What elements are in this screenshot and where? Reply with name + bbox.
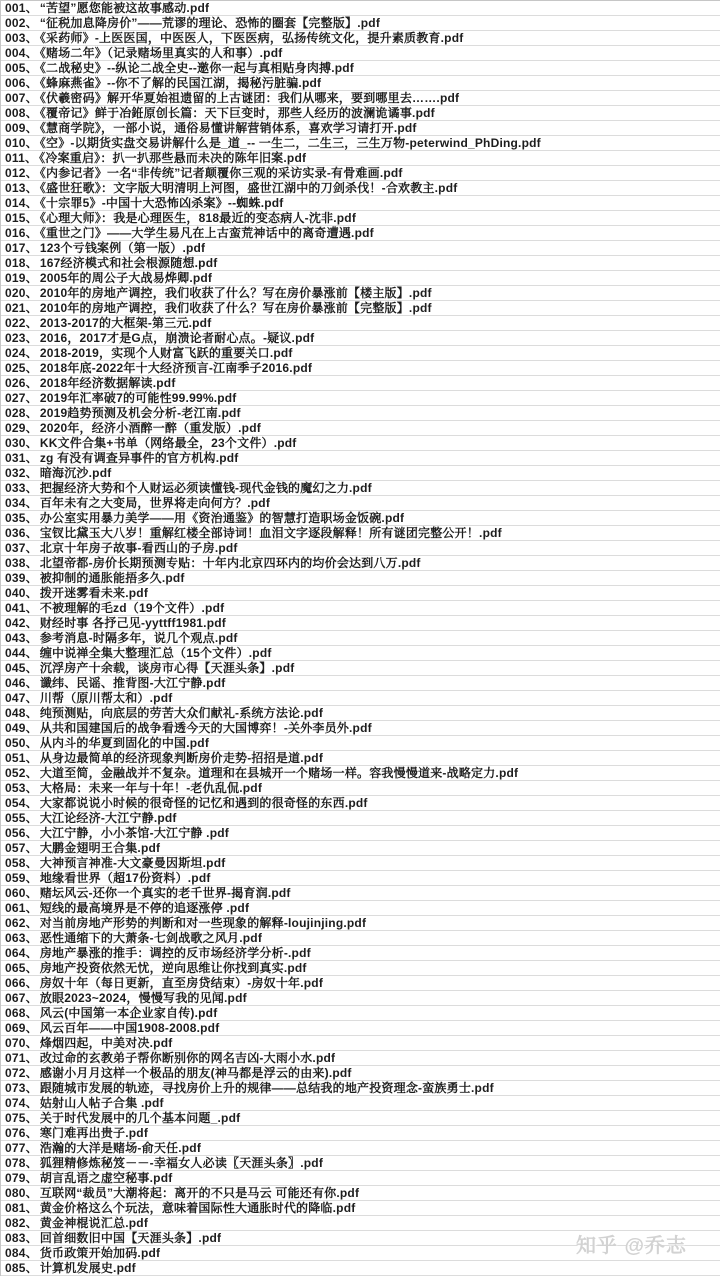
item-number: 041、 (5, 601, 38, 615)
item-number: 068、 (5, 1006, 38, 1020)
item-title: 不被理解的毛zd（19个文件）.pdf (39, 601, 225, 615)
list-item (1, 841, 720, 856)
list-item (1, 1006, 720, 1021)
item-number: 043、 (5, 631, 38, 645)
item-title: 感谢小月月这样一个极品的朋友(神马都是浮云的由来).pdf (39, 1066, 352, 1080)
item-title: 《二战秘史》--纵论二战全史--邀你一起与真相贴身肉搏.pdf (39, 61, 355, 75)
item-number: 050、 (5, 736, 38, 750)
item-title: 2010年的房地产调控，我们收获了什么？写在房价暴涨前【楼主版】.pdf (39, 286, 432, 300)
item-number: 079、 (5, 1171, 38, 1185)
item-title: 2018年经济数据解读.pdf (39, 376, 176, 390)
item-number: 048、 (5, 706, 38, 720)
list-item (1, 406, 720, 421)
item-number: 059、 (5, 871, 38, 885)
item-number: 017、 (5, 241, 38, 255)
item-title: “苦望”愿您能被这故事感动.pdf (39, 1, 210, 15)
item-title: 寒门难再出贵子.pdf (39, 1126, 149, 1140)
list-item (1, 1141, 720, 1156)
item-title: 从内斗的华夏到固化的中国.pdf (39, 736, 210, 750)
list-item (1, 286, 720, 301)
list-item (1, 541, 720, 556)
list-item (1, 256, 720, 271)
item-number: 032、 (5, 466, 38, 480)
item-number: 005、 (5, 61, 38, 75)
item-number: 053、 (5, 781, 38, 795)
item-title: 大道至简，金融战并不复杂。道理和在县城开一个赌场一样。容我慢慢道来-战略定力.pdf (39, 766, 519, 780)
list-item (1, 1126, 720, 1141)
list-item (1, 46, 720, 61)
item-title: 大家都说说小时候的很奇怪的记忆和遇到的很奇怪的东西.pdf (39, 796, 368, 810)
item-number: 011、 (5, 151, 38, 165)
item-title: 《冷案重启》：扒一扒那些悬而未决的陈年旧案.pdf (39, 151, 307, 165)
list-item (1, 826, 720, 841)
item-title: 2013-2017的大框架-第三元.pdf (39, 316, 212, 330)
item-title: 宝钗比黛玉大八岁！重解红楼全部诗词！血泪文字逐段解释！所有谜团完整公开！.pdf (39, 526, 502, 540)
list-item (1, 1111, 720, 1126)
item-title: 2018-2019，实现个人财富飞跃的重要关口.pdf (39, 346, 293, 360)
item-title: “征税加息降房价”——荒谬的理论、恐怖的圈套【完整版】.pdf (39, 16, 381, 30)
item-title: 恶性通缩下的大萧条-七剑战歌之风月.pdf (39, 931, 263, 945)
list-item (1, 76, 720, 91)
item-title: 《伏羲密码》解开华夏始祖遗留的上古谜团：我们从哪来，要到哪里去…….pdf (39, 91, 460, 105)
item-title: 回首细数旧中国【天涯头条】.pdf (39, 1231, 222, 1245)
item-number: 067、 (5, 991, 38, 1005)
item-number: 001、 (5, 1, 38, 15)
list-item (1, 526, 720, 541)
item-number: 027、 (5, 391, 38, 405)
item-title: 谶纬、民谣、推背图-大江宁静.pdf (39, 676, 226, 690)
list-item (1, 121, 720, 136)
list-item (1, 481, 720, 496)
item-title: 从身边最简单的经济现象判断房价走势-招招是道.pdf (39, 751, 324, 765)
list-item (1, 376, 720, 391)
item-title: 2016，2017才是G点，崩溃论者耐心点。-疑议.pdf (39, 331, 315, 345)
item-title: 计算机发展史.pdf (39, 1261, 136, 1275)
list-item (1, 961, 720, 976)
list-item (1, 1171, 720, 1186)
list-item (1, 91, 720, 106)
list-item (1, 421, 720, 436)
list-item (1, 1156, 720, 1171)
list-item (1, 571, 720, 586)
list-item (1, 856, 720, 871)
list-item (1, 361, 720, 376)
item-title: 《心理大师》：我是心理医生，818最近的变态病人-沈非.pdf (39, 211, 357, 225)
item-title: 被抑制的通胀能捂多久.pdf (39, 571, 185, 585)
item-number: 080、 (5, 1186, 38, 1200)
list-item (1, 931, 720, 946)
item-number: 039、 (5, 571, 38, 585)
item-number: 013、 (5, 181, 38, 195)
item-title: zg 有没有调查异事件的官方机构.pdf (39, 451, 239, 465)
item-title: 2020年，经济小酒醉一醉（重发版）.pdf (39, 421, 261, 435)
item-title: 互联网“裁员”大潮将起：离开的不只是马云 可能还有你.pdf (39, 1186, 360, 1200)
item-number: 038、 (5, 556, 38, 570)
item-number: 020、 (5, 286, 38, 300)
list-item (1, 1066, 720, 1081)
item-title: 狐狸精修炼秘笈－－-幸福女人必读〖天涯头条〗.pdf (39, 1156, 324, 1170)
item-title: 北京十年房子故事-看西山的子房.pdf (39, 541, 238, 555)
item-title: 从共和国建国后的战争看透今天的大国博弈！-关外李员外.pdf (39, 721, 372, 735)
list-item (1, 991, 720, 1006)
list-item (1, 16, 720, 31)
list-item (1, 166, 720, 181)
watermark: 知乎 @乔志 (576, 1235, 688, 1257)
item-number: 077、 (5, 1141, 38, 1155)
list-item (1, 736, 720, 751)
list-item (1, 496, 720, 511)
item-number: 024、 (5, 346, 38, 360)
item-number: 057、 (5, 841, 38, 855)
item-title: 沉浮房产十余载，谈房市心得【天涯头条】.pdf (39, 661, 295, 675)
list-item (1, 751, 720, 766)
item-title: 《重世之门》——大学生易凡在上古蛮荒神话中的离奇遭遇.pdf (39, 226, 374, 240)
item-title: 《赌场二年》（记录赌场里真实的人和事）.pdf (39, 46, 283, 60)
list-item (1, 661, 720, 676)
item-number: 022、 (5, 316, 38, 330)
item-number: 028、 (5, 406, 38, 420)
item-title: 放眼2023~2024，慢慢写我的见闻.pdf (39, 991, 247, 1005)
item-title: 黄金神棍说汇总.pdf (39, 1216, 149, 1230)
list-item (1, 721, 720, 736)
item-title: 167经济模式和社会根源随想.pdf (39, 256, 218, 270)
item-number: 070、 (5, 1036, 38, 1050)
list-item (1, 61, 720, 76)
item-number: 008、 (5, 106, 38, 120)
list-item (1, 136, 720, 151)
item-number: 010、 (5, 136, 38, 150)
item-number: 040、 (5, 586, 38, 600)
item-number: 044、 (5, 646, 38, 660)
list-item (1, 316, 720, 331)
item-number: 034、 (5, 496, 38, 510)
list-item (1, 871, 720, 886)
item-title: 2010年的房地产调控，我们收获了什么？写在房价暴涨前【完整版】.pdf (39, 301, 432, 315)
list-item (1, 31, 720, 46)
list-item (1, 226, 720, 241)
item-title: 缠中说禅全集大整理汇总（15个文件）.pdf (39, 646, 272, 660)
item-number: 045、 (5, 661, 38, 675)
list-item (1, 211, 720, 226)
item-number: 060、 (5, 886, 38, 900)
list-item (1, 1, 720, 16)
item-number: 033、 (5, 481, 38, 495)
item-title: 暗海沉沙.pdf (39, 466, 112, 480)
item-title: 财经时事 各抒己见-yyttff1981.pdf (39, 616, 226, 630)
item-number: 018、 (5, 256, 38, 270)
item-title: 地缘看世界（超17份资料）.pdf (39, 871, 211, 885)
list-item (1, 1081, 720, 1096)
list-item (1, 346, 720, 361)
list-item (1, 976, 720, 991)
item-title: 《蜂麻燕雀》--你不了解的民国江湖，揭秘污脏骗.pdf (39, 76, 322, 90)
item-number: 014、 (5, 196, 38, 210)
list-item (1, 586, 720, 601)
item-title: 2018年底-2022年十大经济预言-江南季子2016.pdf (39, 361, 313, 375)
list-item (1, 691, 720, 706)
item-number: 064、 (5, 946, 38, 960)
item-title: 大江宁静，小小茶馆-大江宁静 .pdf (39, 826, 229, 840)
item-number: 058、 (5, 856, 38, 870)
item-title: 大格局：未来一年与十年！-老仇乱侃.pdf (39, 781, 263, 795)
item-number: 006、 (5, 76, 38, 90)
item-number: 042、 (5, 616, 38, 630)
list-item (1, 451, 720, 466)
item-number: 069、 (5, 1021, 38, 1035)
item-title: 姑射山人帖子合集 .pdf (39, 1096, 164, 1110)
item-number: 065、 (5, 961, 38, 975)
item-number: 052、 (5, 766, 38, 780)
item-title: 《慧商学院》，一部小说，通俗易懂讲解营销体系，喜欢学习请打开.pdf (39, 121, 417, 135)
item-title: 2019年汇率破7的可能性99.99%.pdf (39, 391, 237, 405)
list-item (1, 1186, 720, 1201)
item-title: 北望帝都-房价长期预测专贴：十年内北京四环内的均价会达到八万.pdf (39, 556, 421, 570)
item-number: 084、 (5, 1246, 38, 1260)
item-title: 拨开迷雾看未来.pdf (39, 586, 149, 600)
item-number: 085、 (5, 1261, 38, 1275)
item-title: 胡言乱语之虚空秘事.pdf (39, 1171, 173, 1185)
item-number: 066、 (5, 976, 38, 990)
list-item (1, 616, 720, 631)
item-number: 023、 (5, 331, 38, 345)
list-item (1, 796, 720, 811)
item-title: 《空》-以期货实盘交易讲解什么是_道_-- 一生二，二生三，三生万物-peterwind_PhDing.pdf (39, 136, 541, 150)
item-number: 074、 (5, 1096, 38, 1110)
item-title: 短线的最高境界是不停的追逐涨停 .pdf (39, 901, 250, 915)
item-number: 030、 (5, 436, 38, 450)
item-title: 《盛世狂歌》：文字版大明清明上河图，盛世江湖中的刀剑杀伐！-合欢教主.pdf (39, 181, 458, 195)
item-title: 大鹏金翅明王合集.pdf (39, 841, 161, 855)
item-title: 川帮（原川帮太和）.pdf (39, 691, 173, 705)
item-number: 073、 (5, 1081, 38, 1095)
item-title: 百年未有之大变局，世界将走向何方？.pdf (39, 496, 271, 510)
list-item (1, 271, 720, 286)
item-number: 051、 (5, 751, 38, 765)
item-title: 2005年的周公子大战易烨卿.pdf (39, 271, 213, 285)
item-number: 021、 (5, 301, 38, 315)
item-number: 007、 (5, 91, 38, 105)
item-title: 《十宗罪5》-中国十大恐怖凶杀案》--蜘蛛.pdf (39, 196, 284, 210)
item-title: 参考消息-时隔多年，说几个观点.pdf (39, 631, 238, 645)
item-title: 大神预言神准-大文豪曼因斯坦.pdf (39, 856, 226, 870)
item-title: 《内参记者》一名“非传统”记者颠覆你三观的采访实录-有骨难画.pdf (39, 166, 403, 180)
item-number: 002、 (5, 16, 38, 30)
list-item (1, 1036, 720, 1051)
item-number: 062、 (5, 916, 38, 930)
item-title: 房地产投资依然无忧，逆向思维让你找到真实.pdf (39, 961, 307, 975)
item-number: 025、 (5, 361, 38, 375)
item-number: 054、 (5, 796, 38, 810)
list-item (1, 196, 720, 211)
item-title: 浩瀚的大洋是赌场-俞天任.pdf (39, 1141, 202, 1155)
list-item (1, 556, 720, 571)
list-item (1, 646, 720, 661)
item-title: 货币政策开始加码.pdf (39, 1246, 161, 1260)
list-item (1, 886, 720, 901)
item-title: KK文件合集+书单（网络最全，23个文件）.pdf (39, 436, 297, 450)
item-title: 跟随城市发展的轨迹，寻找房价上升的规律——总结我的地产投资理念-蛮族勇士.pdf (39, 1081, 494, 1095)
item-title: 房地产暴涨的推手：调控的反市场经济学分析-.pdf (39, 946, 311, 960)
item-number: 082、 (5, 1216, 38, 1230)
item-number: 019、 (5, 271, 38, 285)
item-title: 黄金价格这么个玩法，意味着国际性大通胀时代的降临.pdf (39, 1201, 356, 1215)
item-title: 房奴十年（每日更新，直至房贷结束）-房奴十年.pdf (39, 976, 324, 990)
list-item (1, 811, 720, 826)
item-title: 把握经济大势和个人财运必须读懂钱-现代金钱的魔幻之力.pdf (39, 481, 372, 495)
list-item (1, 916, 720, 931)
item-number: 031、 (5, 451, 38, 465)
item-number: 071、 (5, 1051, 38, 1065)
item-title: 赌坛风云-还你一个真实的老千世界-揭育润.pdf (39, 886, 291, 900)
list-item (1, 301, 720, 316)
list-item (1, 766, 720, 781)
item-number: 081、 (5, 1201, 38, 1215)
list-item (1, 1201, 720, 1216)
item-number: 072、 (5, 1066, 38, 1080)
item-number: 026、 (5, 376, 38, 390)
item-number: 046、 (5, 676, 38, 690)
list-item (1, 106, 720, 121)
item-number: 012、 (5, 166, 38, 180)
list-item (1, 181, 720, 196)
item-number: 076、 (5, 1126, 38, 1140)
item-number: 055、 (5, 811, 38, 825)
item-title: 风云百年——中国1908-2008.pdf (39, 1021, 220, 1035)
item-title: 改过命的玄教弟子帮你断别你的网名吉凶-大雨小水.pdf (39, 1051, 336, 1065)
item-number: 078、 (5, 1156, 38, 1170)
list-item (1, 781, 720, 796)
item-title: 123个亏钱案例（第一版）.pdf (39, 241, 206, 255)
item-title: 纯预测贴，向底层的劳苦大众们献礼-系统方法论.pdf (39, 706, 324, 720)
item-title: 办公室实用暴力美学——用《资治通鉴》的智慧打造职场金饭碗.pdf (39, 511, 405, 525)
item-number: 016、 (5, 226, 38, 240)
list-item (1, 631, 720, 646)
item-number: 083、 (5, 1231, 38, 1245)
list-item (1, 241, 720, 256)
item-title: 风云(中国第一本企业家自传).pdf (39, 1006, 218, 1020)
list-item (1, 946, 720, 961)
item-title: 《采药师》-上医医国，中医医人，下医医病，弘扬传统文化，提升素质教育.pdf (39, 31, 464, 45)
item-number: 029、 (5, 421, 38, 435)
item-title: 大江论经济-大江宁静.pdf (39, 811, 177, 825)
item-number: 037、 (5, 541, 38, 555)
item-number: 035、 (5, 511, 38, 525)
item-number: 047、 (5, 691, 38, 705)
item-title: 烽烟四起，中美对决.pdf (39, 1036, 173, 1050)
list-item (1, 1261, 720, 1276)
list-item (1, 901, 720, 916)
list-item (1, 1021, 720, 1036)
item-number: 003、 (5, 31, 38, 45)
item-number: 036、 (5, 526, 38, 540)
item-number: 056、 (5, 826, 38, 840)
list-item (1, 466, 720, 481)
list-item (1, 391, 720, 406)
item-title: 《覆帝记》鲜于冶銋原创长篇：天下巨变时，那些人经历的波澜诡谲事.pdf (39, 106, 435, 120)
list-item (1, 511, 720, 526)
list-item (1, 601, 720, 616)
item-number: 009、 (5, 121, 38, 135)
list-item (1, 1096, 720, 1111)
list-item (1, 151, 720, 166)
item-number: 061、 (5, 901, 38, 915)
list-item (1, 331, 720, 346)
list-item (1, 1051, 720, 1066)
list-item (1, 706, 720, 721)
item-number: 004、 (5, 46, 38, 60)
item-number: 049、 (5, 721, 38, 735)
list-item (1, 436, 720, 451)
item-title: 对当前房地产形势的判断和对一些现象的解释-loujinjing.pdf (39, 916, 367, 930)
item-number: 063、 (5, 931, 38, 945)
item-title: 2019趋势预测及机会分析-老江南.pdf (39, 406, 241, 420)
item-number: 015、 (5, 211, 38, 225)
list-item (1, 676, 720, 691)
item-number: 075、 (5, 1111, 38, 1125)
item-title: 关于时代发展中的几个基本问题_.pdf (39, 1111, 241, 1125)
